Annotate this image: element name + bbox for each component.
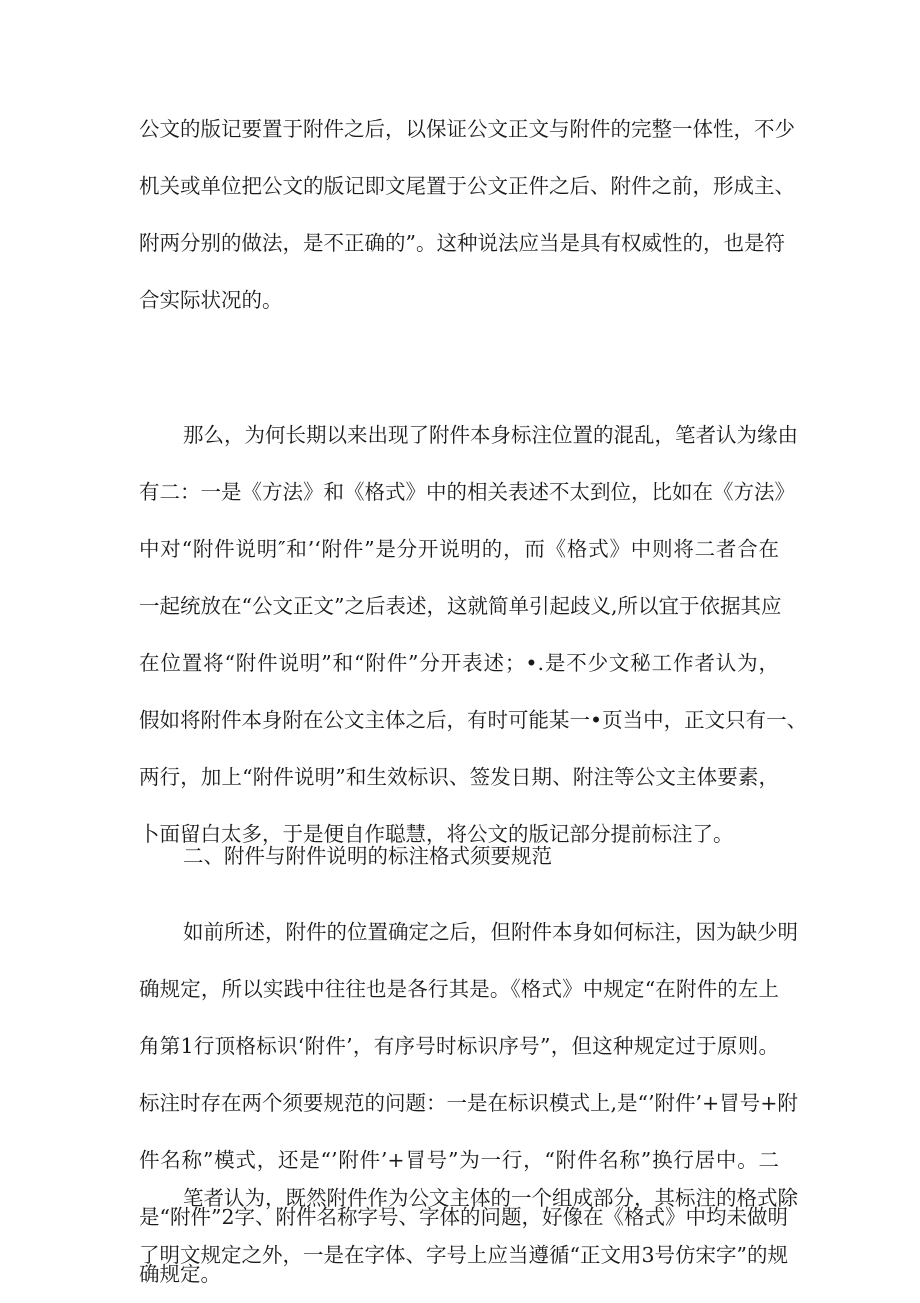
text-line: 确规定。 (139, 1262, 221, 1286)
text-line: 那么，为何长期以来出现了附件本身标注位置的混乱，笔者认为缘由 (183, 423, 798, 447)
text-line: 两行，加上“附件说明”和生效标识、签发日期、附注等公文主体要素， (139, 765, 779, 789)
text-line: 标注时存在两个须要规范的问题：一是在标识模式上,是“’附件’+冒号+附 (139, 1091, 798, 1115)
section-heading (139, 828, 779, 885)
text-line: 附两分别的做法，是不正确的”。这种说法应当是具有权威性的，也是符 (139, 231, 785, 255)
text-line: 卜面留白太多，于是便自作聪慧，将公文的版记部分提前标注了。 (139, 822, 734, 846)
heading-line: 二、附件与附件说明的标注格式须要规范 (183, 844, 552, 868)
text-line: 笔者认为，既然附件作为公文主体的一个组成部分，其标注的格式除 (183, 1186, 798, 1210)
text-line: 是“附件”2字、附件名称字号、字体的问题，好像在《格式》中均未做明 (139, 1205, 789, 1229)
text-line: 了明文规定之外，一是在字体、字号上应当遵循“正文用3号仿宋字”的规 (139, 1243, 789, 1267)
text-line: 一起统放在“公文正文”之后表述，这就简单引起歧义,所以宜于依据其应 (139, 594, 782, 618)
text-line: 假如将附件本身附在公文主体之后，有时可能某一•页当中，正文只有一、 (139, 708, 808, 732)
text-line: 有二：一是《方法》和《格式》中的相关表述不太到位，比如在《方法》 (139, 480, 795, 504)
text-line: 合实际状况的。 (139, 288, 283, 312)
text-line: 角第1行顶格标识‘附件’，有序号时标识序号”，但这种规定过于原则。 (139, 1034, 779, 1058)
text-line: 确规定，所以实践中往往也是各行其是。《格式》中规定“在附件的左上 (139, 977, 779, 1001)
paragraph-2 (139, 407, 808, 863)
text-line: 在位置将“附件说明”和“附件”分开表述；•.是不少文秘工作者认为， (139, 651, 779, 675)
text-line: 件名称”模式，还是“’附件’+冒号”为一行，“附件名称”换行居中。二 (139, 1148, 779, 1172)
text-line: 如前所述，附件的位置确定之后，但附件本身如何标注，因为缺少明 (183, 920, 798, 944)
paragraph-4 (139, 1170, 798, 1284)
text-line: 机关或单位把公文的版记即文尾置于公文正件之后、附件之前，形成主、 (139, 174, 795, 198)
text-line: 公文的版记要置于附件之后，以保证公文正文与附件的完整一体性，不少 (139, 117, 795, 141)
text-line: 中对“附件说明″和’‘附件”是分开说明的，而《格式》中则将二者合在 (139, 537, 779, 561)
paragraph-1 (139, 101, 795, 329)
